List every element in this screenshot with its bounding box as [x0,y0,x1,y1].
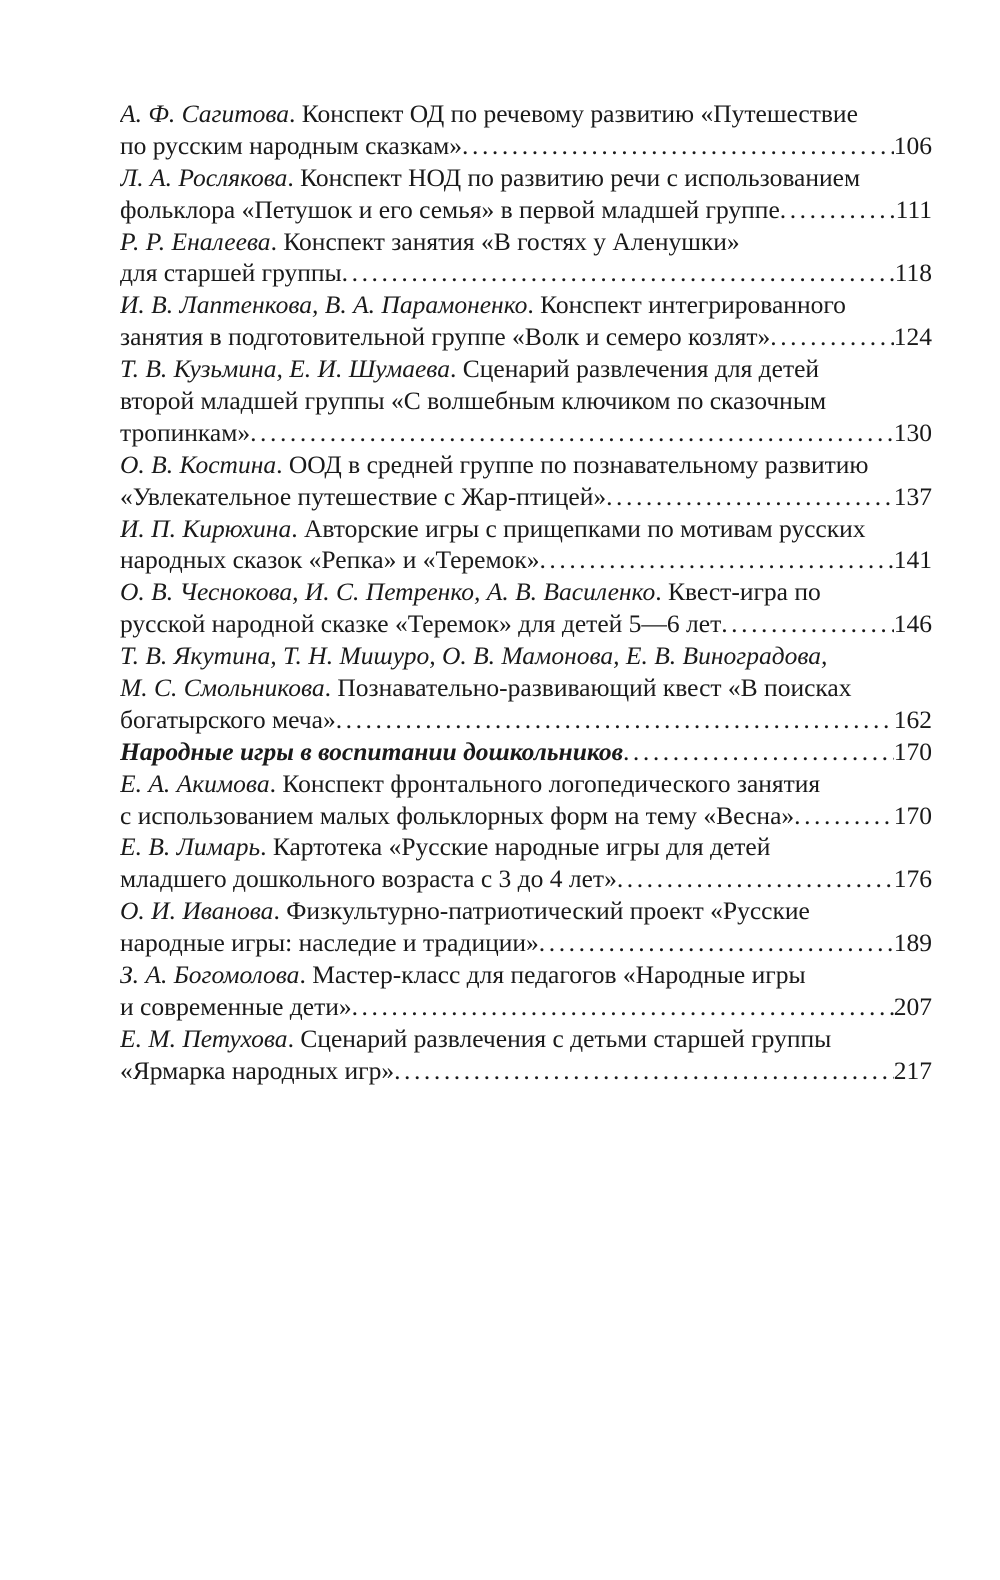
toc-entry-title-end: «Увлекательное путешествие с Жар-птицей» [120,481,607,511]
toc-entry [120,831,932,895]
toc-entry-last-line [120,608,932,640]
toc-entry-title-end: и современные дети» [120,991,352,1021]
toc-entry-author: Л. А. Рослякова [120,162,288,192]
toc-entry [120,576,932,640]
toc-entry-line [120,385,932,417]
toc-section [120,736,932,768]
toc-entry-author: Е. В. Лимарь [120,832,261,862]
toc-entry-line: О. В. Чеснокова, И. С. Петренко, А. В. Василенко. Квест-игра по [120,577,821,607]
toc-entry-title: Сценарий развлечения для детей [462,354,820,384]
toc-entry-last-line [120,1055,932,1087]
toc-entry-author: О. И. Иванова [120,896,274,926]
dot-leader [721,608,894,640]
toc-entry-last-line [120,800,932,832]
toc-entry-title-end: фольклора «Петушок и его семья» в первой младшей группе [120,194,780,224]
toc-entry-line: Л. А. Рослякова. Конспект НОД по развитию речи с использованием [120,162,861,192]
dot-leader [770,321,893,353]
toc-entry [120,1023,932,1087]
toc-entry [120,449,932,513]
dot-leader [623,736,894,768]
toc-entry [120,768,932,832]
toc-entry-author: О. В. Чеснокова, И. С. Петренко, А. В. Василенко [120,577,656,607]
toc-entry-title-end: по русским народным сказкам» [120,130,463,160]
toc-entry-line [120,640,932,672]
dot-leader [539,927,894,959]
dot-leader [606,481,894,513]
toc-entry-title-end: русской народной сказке «Теремок» для детей 5—6 лет [120,609,722,639]
toc-entry-author: Е. А. Акимова [120,768,270,798]
toc-entry-page: 141 [893,545,932,575]
toc-entry [120,353,932,449]
dot-leader [250,417,894,449]
toc-entry-title: Квест-игра по [668,577,821,607]
toc-entry-page: 118 [894,258,932,288]
toc-entry-author: Т. В. Якутина, Т. Н. Мишуро, О. В. Мамонова, Е. В. Виноградова, [120,641,828,671]
toc-entry-page: 130 [893,417,932,447]
toc-section-page: 170 [893,736,932,766]
toc-entry-line: Е. А. Акимова. Конспект фронтального логопедического занятия [120,768,821,798]
toc-entry-title: Авторские игры с прищепками по мотивам русских [303,513,866,543]
toc-entry [120,162,932,226]
toc-entry-page: 217 [893,1055,932,1085]
toc-entry-last-line [120,257,932,289]
toc-entry-title: Конспект занятия «В гостях у Аленушки» [283,226,740,256]
toc-entry-title-end: народные игры: наследие и традиции» [120,928,539,958]
toc-entry-line: З. А. Богомолова. Мастер-класс для педагогов «Народные игры [120,960,806,990]
toc-entry-page: 124 [893,322,932,352]
dot-leader [617,863,894,895]
toc-entry [120,895,932,959]
toc-entry-title-end: с использованием малых фольклорных форм на тему «Весна» [120,800,795,830]
toc-section-title: Народные игры в воспитании дошкольников [120,736,623,766]
toc-entry-title: Сценарий развлечения с детьми старшей группы [300,1023,832,1053]
table-of-contents [120,98,932,1087]
toc-entry-last-line [120,417,932,449]
toc-entry-title: Конспект фронтального логопедического занятия [282,768,821,798]
dot-leader [539,544,893,576]
toc-entry-page: 170 [893,800,932,830]
dot-leader [794,800,894,832]
toc-entry-page: 137 [893,481,932,511]
toc-entry-last-line [120,544,932,576]
toc-entry-line: М. С. Смольникова. Познавательно-развивающий квест «В поисках [120,673,852,703]
toc-entry-title-cont: второй младшей группы «С волшебным ключиком по сказочным [120,386,827,416]
toc-entry-line: И. В. Лаптенкова, В. А. Парамоненко. Конспект интегрированного [120,290,846,320]
dot-leader [462,130,894,162]
toc-section-line [120,736,932,768]
toc-entry-title: Конспект интегрированного [540,290,846,320]
toc-entry-page: 162 [893,704,932,734]
dot-leader [394,1055,894,1087]
toc-entry-page: 111 [895,194,932,224]
toc-entry-title-end: «Ярмарка народных игр» [120,1055,395,1085]
toc-entry-line: Р. Р. Еналеева. Конспект занятия «В гостях у Аленушки» [120,226,740,256]
toc-entry-title: Физкультурно-патриотический проект «Русские [286,896,810,926]
toc-entry-author: И. В. Лаптенкова, В. А. Парамоненко [120,290,528,320]
toc-entry-author: Р. Р. Еналеева [120,226,271,256]
toc-entry-title: Мастер-класс для педагогов «Народные игры [312,960,806,990]
toc-entry-author: Е. М. Петухова [120,1023,288,1053]
toc-entry-line: Е. М. Петухова. Сценарий развлечения с детьми старшей группы [120,1023,832,1053]
toc-entry-line: Е. В. Лимарь. Картотека «Русские народные игры для детей [120,832,771,862]
toc-entry-line: А. Ф. Сагитова. Конспект ОД по речевому развитию «Путешествие [120,99,858,128]
toc-entry-author: И. П. Кирюхина [120,513,292,543]
toc-entry [120,640,932,736]
toc-entry [120,289,932,353]
toc-entry-title: Познавательно-развивающий квест «В поисках [337,673,852,703]
toc-entry-title-end: богатырского меча» [120,704,336,734]
toc-entry-author: О. В. Костина [120,449,277,479]
toc-entry-line: О. И. Иванова. Физкультурно-патриотический проект «Русские [120,896,810,926]
toc-entry-last-line [120,704,932,736]
toc-entry-page: 207 [893,991,932,1021]
dot-leader [342,257,895,289]
toc-entry-page: 176 [893,864,932,894]
toc-entry-last-line [120,991,932,1023]
toc-entry-title: Конспект ОД по речевому развитию «Путешествие [301,99,858,128]
toc-entry-author: А. Ф. Сагитова [120,99,290,128]
dot-leader [780,194,896,226]
toc-entry-title-end: народных сказок «Репка» и «Теремок» [120,545,540,575]
toc-entry-author-cont: М. С. Смольникова [120,673,325,703]
toc-entry-title: Конспект НОД по развитию речи с использованием [300,162,861,192]
toc-entry [120,513,932,577]
toc-entry-title-end: младшего дошкольного возраста с 3 до 4 лет» [120,864,617,894]
toc-entry-last-line [120,194,932,226]
toc-entry-author: З. А. Богомолова [120,960,300,990]
toc-entry-title: ООД в средней группе по познавательному развитию [288,449,869,479]
toc-entry-last-line [120,130,932,162]
toc-entry-author: Т. В. Кузьмина, Е. И. Шумаева [120,354,450,384]
toc-entry-line: О. В. Костина. ООД в средней группе по познавательному развитию [120,449,869,479]
toc-entry-title-end: занятия в подготовительной группе «Волк и семеро козлят» [120,322,771,352]
dot-leader [336,704,894,736]
toc-entry-page: 146 [893,609,932,639]
toc-entry-line: Т. В. Кузьмина, Е. И. Шумаева. Сценарий развлечения для детей [120,354,820,384]
toc-entry [120,98,932,162]
toc-entry-title: Картотека «Русские народные игры для детей [272,832,771,862]
toc-entry-last-line [120,863,932,895]
toc-entry-title-end: для старшей группы [120,258,342,288]
toc-entry [120,226,932,290]
toc-entry-page: 189 [893,928,932,958]
dot-leader [352,991,894,1023]
toc-entry-title-end: тропинкам» [120,417,251,447]
toc-entry-line: И. П. Кирюхина. Авторские игры с прищепками по мотивам русских [120,513,866,543]
toc-entry [120,959,932,1023]
toc-entry-last-line [120,481,932,513]
toc-entry-page: 106 [893,130,932,160]
toc-entry-last-line [120,321,932,353]
toc-entry-last-line [120,927,932,959]
